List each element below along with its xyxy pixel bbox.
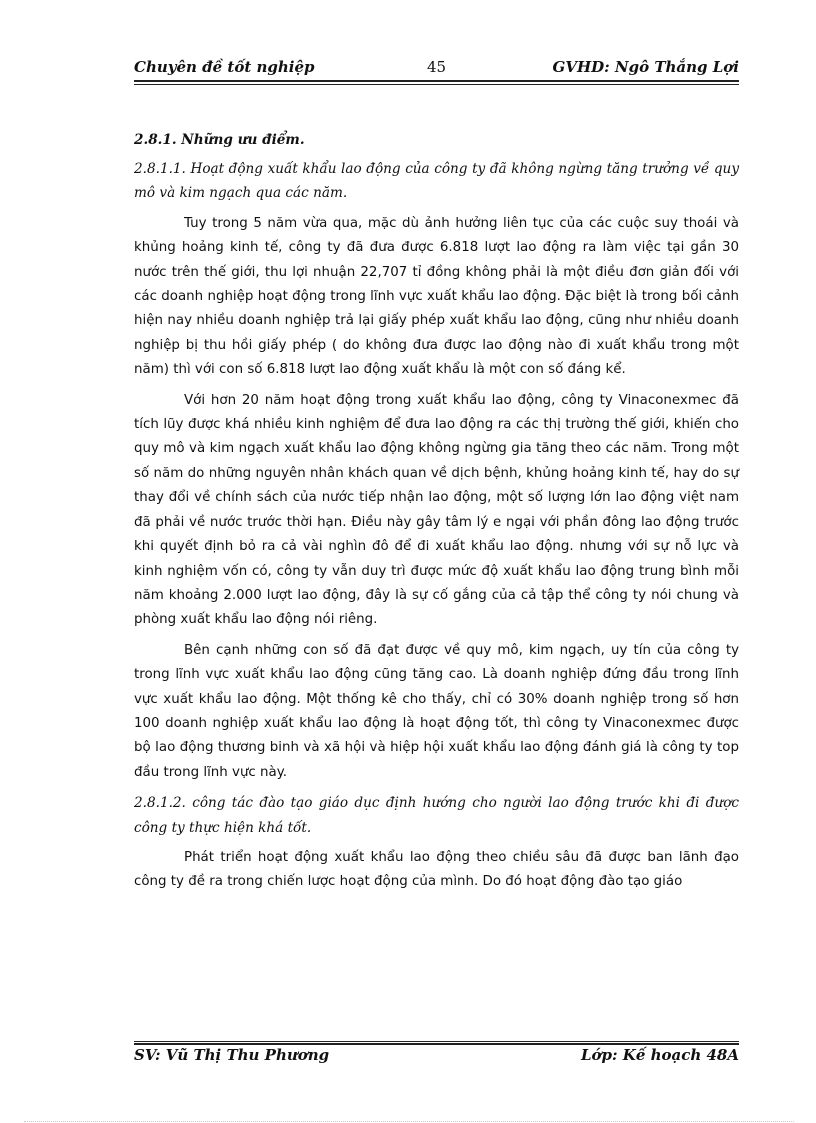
header-title: Chuyên đề tốt nghiệp	[134, 58, 315, 76]
page-edge-dotted	[24, 1121, 794, 1122]
header-rule-thin	[134, 84, 739, 85]
footer-student: SV: Vũ Thị Thu Phương	[134, 1046, 330, 1064]
page-number: 45	[426, 58, 447, 76]
section-heading: 2.8.1. Những ưu điểm.	[134, 132, 305, 148]
page-footer	[134, 1046, 739, 1068]
main-content	[134, 128, 739, 901]
footer-class: Lớp: Kế hoạch 48A	[580, 1046, 739, 1064]
paragraph-2: Với hơn 20 năm hoạt động trong xuất khẩu lao động, công ty Vinaconexmec đã tích lũy được khá nhiều kinh nghiệm để đưa lao động ra các thị trường thế giới, khiến cho quy mô và kim ngạch xuất khẩu lao động không ngừng gia tăng theo các năm. Trong một số năm do những nguyên nhân khách quan về dịch bệnh, khủng hoảng kinh tế, hay do sự thay đổi về chính sách của nước tiếp nhận lao động, một số lượng lớn lao động việt nam đã phải về nước trước thời hạn. Điều này gây tâm lý e ngại với phần đông lao động trước khi quyết định bỏ ra cả vài nghìn đô để đi xuất khẩu lao động. nhưng với sự nỗ lực và kinh nghiệm vốn có, công ty vẫn duy trì được mức độ xuất khẩu lao động trung bình mỗi năm khoảng 2.000 lượt lao động, đây là sự cố gắng của cả tập thể công ty nói chung và phòng xuất khẩu lao động nói riêng.	[134, 392, 739, 628]
paragraph-3: Bên cạnh những con số đã đạt được về quy mô, kim ngạch, uy tín của công ty trong lĩnh vực xuất khẩu lao động cũng tăng cao. Là doanh nghiệp đứng đầu trong lĩnh vực xuất khẩu lao động. Một thống kê cho thấy, chỉ có 30% doanh nghiệp trong số hơn 100 doanh nghiệp xuất khẩu lao động là hoạt động tốt, thì công ty Vinaconexmec được bộ lao động thương binh và xã hội và hiệp hội xuất khẩu lao động đánh giá là công ty top đầu trong lĩnh vực này.	[134, 642, 739, 780]
page-header	[134, 58, 739, 80]
header-rule-thick	[134, 80, 739, 82]
subsection-heading-1-text: 2.8.1.1. Hoạt động xuất khẩu lao động của công ty đã không ngừng tăng trưởng về quy mô và kim ngạch qua các năm.	[134, 161, 739, 202]
paragraph-1: Tuy trong 5 năm vừa qua, mặc dù ảnh hưởng liên tục của các cuộc suy thoái và khủng hoảng kinh tế, công ty đã đưa được 6.818 lượt lao động ra làm việc tại gần 30 nước trên thế giới, thu lợi nhuận 22,707 tỉ đồng không phải là một điều đơn giản đối với các doanh nghiệp hoạt động trong lĩnh vực xuất khẩu lao động. Đặc biệt là trong bối cảnh hiện nay nhiều doanh nghiệp trả lại giấy phép xuất khẩu lao động, cũng như nhiều doanh nghiệp bị thu hồi giấy phép ( do không đưa được lao động nào đi xuất khẩu trong một năm) thì với con số 6.818 lượt lao động xuất khẩu là một con số đáng kể.	[134, 215, 739, 378]
footer-rule-thick	[134, 1043, 739, 1045]
paragraph-4: Phát triển hoạt động xuất khẩu lao động theo chiều sâu đã được ban lãnh đạo công ty đề ra trong chiến lược hoạt động của mình. Do đó hoạt động đào tạo giáo	[134, 849, 739, 890]
footer-rule-thin	[134, 1041, 739, 1042]
subsection-heading-1	[134, 157, 739, 206]
subsection-heading-2	[134, 791, 739, 840]
subsection-heading-2-text: 2.8.1.2. công tác đào tạo giáo dục định hướng cho người lao động trước khi đi được công ty thực hiện khá tốt.	[134, 795, 739, 836]
header-advisor: GVHD: Ngô Thắng Lợi	[552, 58, 739, 76]
